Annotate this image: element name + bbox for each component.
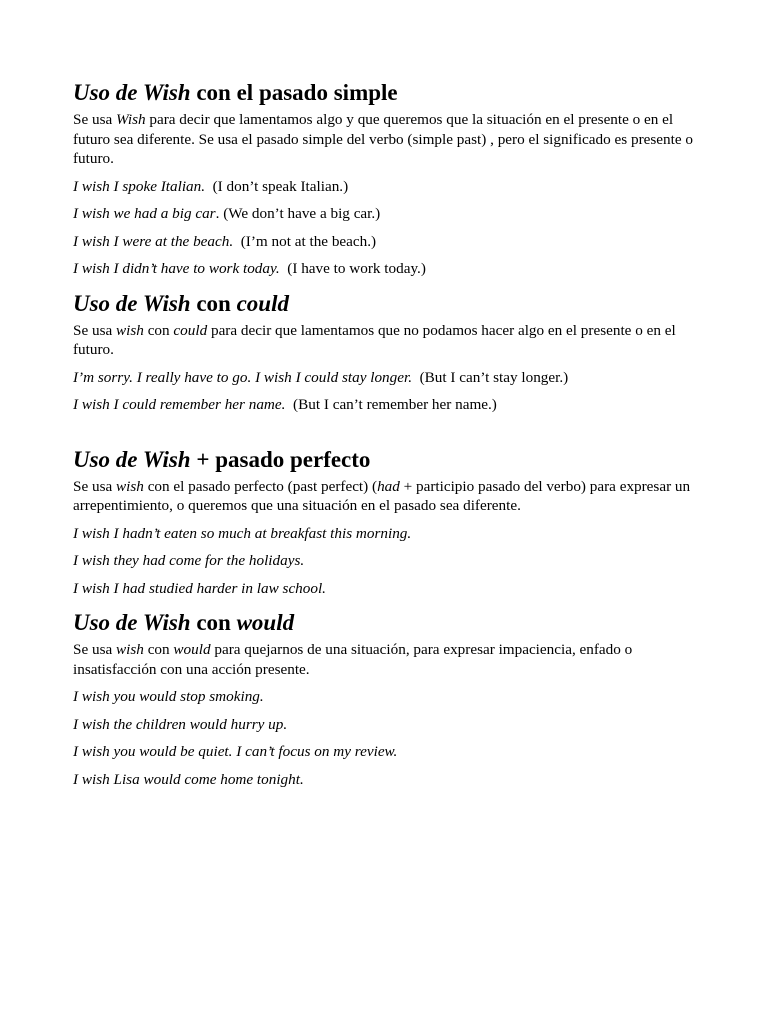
example-sentence: I wish I could remember her name. (But I can’t remember her name.) — [73, 396, 497, 413]
example-sentence: I wish I hadn’t eaten so much at breakfast this morning. — [73, 524, 412, 542]
example-sentence: I wish I spoke Italian. (I don’t speak Italian.) — [73, 177, 349, 195]
example-sentence: I wish they had come for the holidays. — [73, 552, 305, 569]
section-pasado-simple — [73, 78, 698, 279]
section-would — [73, 608, 698, 789]
section-intro: Se usa wish con el pasado perfecto (past perfect) (had + participio pasado del verbo) para expresar un arrepentimiento, o queremos que una situación en el pasado sea diferente. — [73, 477, 691, 514]
example-sentence: I wish the children would hurry up. — [73, 715, 288, 733]
example-sentence: I wish you would be quiet. I can’t focus on my review. — [73, 743, 398, 760]
section-heading: Uso de Wish + pasado perfecto — [73, 446, 371, 472]
section-intro: Se usa Wish para decir que lamentamos algo y que queremos que la situación en el presente o en el futuro sea diferente. Se usa el pasado simple del verbo (simple past) , pero el significado es presente o futuro. — [73, 111, 693, 167]
section-heading: Uso de Wish con el pasado simple — [73, 80, 398, 105]
section-intro: Se usa wish con would para quejarnos de una situación, para expresar impaciencia, enfado o insatisfacción con una acción presente. — [73, 641, 633, 678]
section-pasado-perfecto — [73, 445, 698, 599]
example-sentence: I wish you would stop smoking. — [73, 688, 264, 705]
example-sentence: I’m sorry. I really have to go. I wish I could stay longer. (But I can’t stay longer.) — [73, 368, 569, 386]
example-sentence: I wish we had a big car. (We don’t have a big car.) — [73, 205, 381, 222]
section-heading: Uso de Wish con would — [73, 610, 295, 635]
example-sentence: I wish I had studied harder in law school. — [73, 579, 326, 597]
section-intro: Se usa wish con could para decir que lamentamos que no podamos hacer algo en el presente o en el futuro. — [73, 321, 676, 358]
section-heading: Uso de Wish con could — [73, 290, 289, 316]
example-sentence: I wish I didn’t have to work today. (I have to work today.) — [73, 260, 426, 277]
section-could — [73, 289, 698, 415]
example-sentence: I wish I were at the beach. (I’m not at the beach.) — [73, 232, 377, 250]
document-page — [73, 78, 698, 799]
example-sentence: I wish Lisa would come home tonight. — [73, 770, 304, 788]
